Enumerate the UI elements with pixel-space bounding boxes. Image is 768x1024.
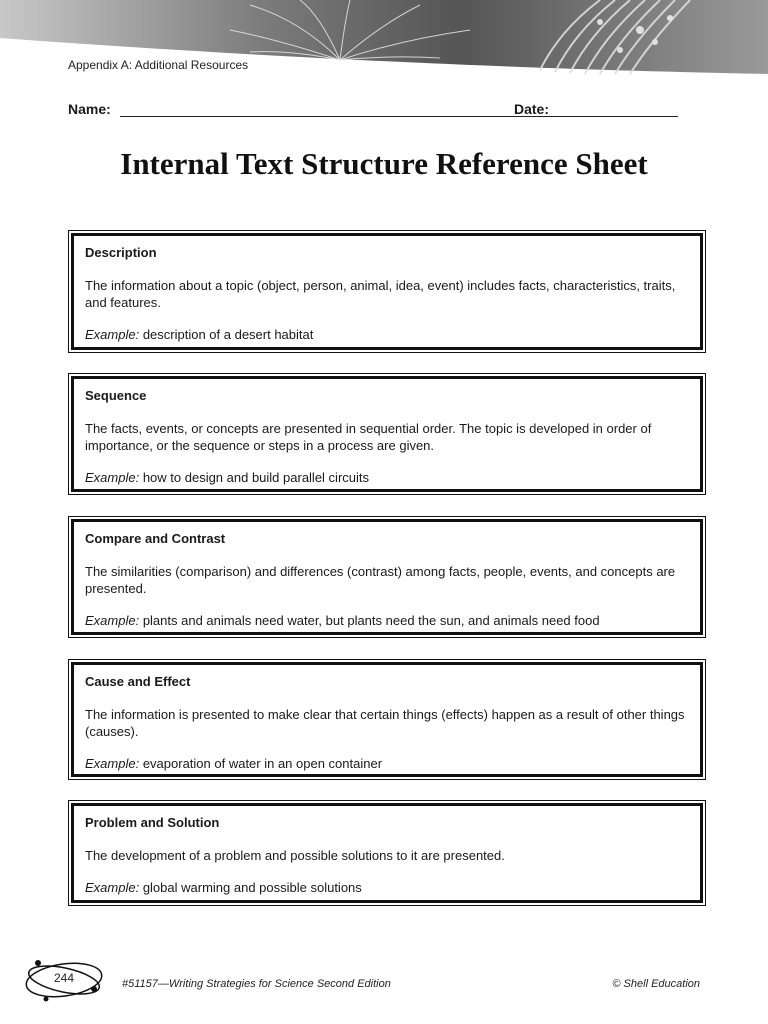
date-label: Date: (514, 101, 550, 117)
box-body: The facts, events, or concepts are presented in sequential order. The topic is developed in order of importance, or the sequence or steps in a process are given. (85, 421, 652, 453)
cause-effect-box (68, 659, 706, 780)
date-field-line (550, 116, 678, 117)
example-label: Example: (85, 470, 140, 485)
example-text: description of a desert habitat (139, 327, 314, 342)
example-text: evaporation of water in an open container (139, 756, 383, 771)
box-inner (71, 803, 703, 903)
box-body: The information about a topic (object, person, animal, idea, event) includes facts, characteristics, traits, and features. (85, 278, 676, 310)
problem-solution-box (68, 800, 706, 906)
box-example (85, 612, 689, 629)
page-number: 244 (53, 971, 75, 985)
book-reference: #51157—Writing Strategies for Science Second Edition (122, 978, 391, 990)
example-label: Example: (85, 880, 140, 895)
box-body: The information is presented to make clear that certain things (effects) happen as a result of other things (causes). (85, 707, 685, 739)
box-inner (71, 233, 703, 350)
copyright: © Shell Education (612, 978, 700, 990)
box-title: Description (85, 245, 157, 260)
example-text: how to design and build parallel circuits (139, 470, 370, 485)
box-example (85, 879, 689, 896)
box-example (85, 755, 689, 772)
box-example (85, 469, 689, 486)
compare-contrast-box (68, 516, 706, 638)
box-title: Cause and Effect (85, 674, 191, 689)
example-label: Example: (85, 327, 140, 342)
sequence-box (68, 373, 706, 495)
name-field-line (120, 116, 572, 117)
box-body: The development of a problem and possible solutions to it are presented. (85, 848, 505, 863)
box-example (85, 326, 689, 343)
box-inner (71, 376, 703, 492)
box-title: Problem and Solution (85, 815, 220, 830)
example-text: global warming and possible solutions (139, 880, 362, 895)
page-title: Internal Text Structure Reference Sheet (120, 146, 648, 181)
example-text: plants and animals need water, but plants need the sun, and animals need food (139, 613, 600, 628)
appendix-label: Appendix A: Additional Resources (68, 58, 249, 72)
box-title: Compare and Contrast (85, 531, 226, 546)
box-title: Sequence (85, 388, 147, 403)
name-date-row (68, 101, 688, 123)
box-body: The similarities (comparison) and differences (contrast) among facts, people, events, and concepts are presented. (85, 564, 676, 596)
example-label: Example: (85, 756, 140, 771)
example-label: Example: (85, 613, 140, 628)
box-inner (71, 519, 703, 635)
name-label: Name: (68, 101, 111, 117)
box-inner (71, 662, 703, 777)
description-box (68, 230, 706, 353)
